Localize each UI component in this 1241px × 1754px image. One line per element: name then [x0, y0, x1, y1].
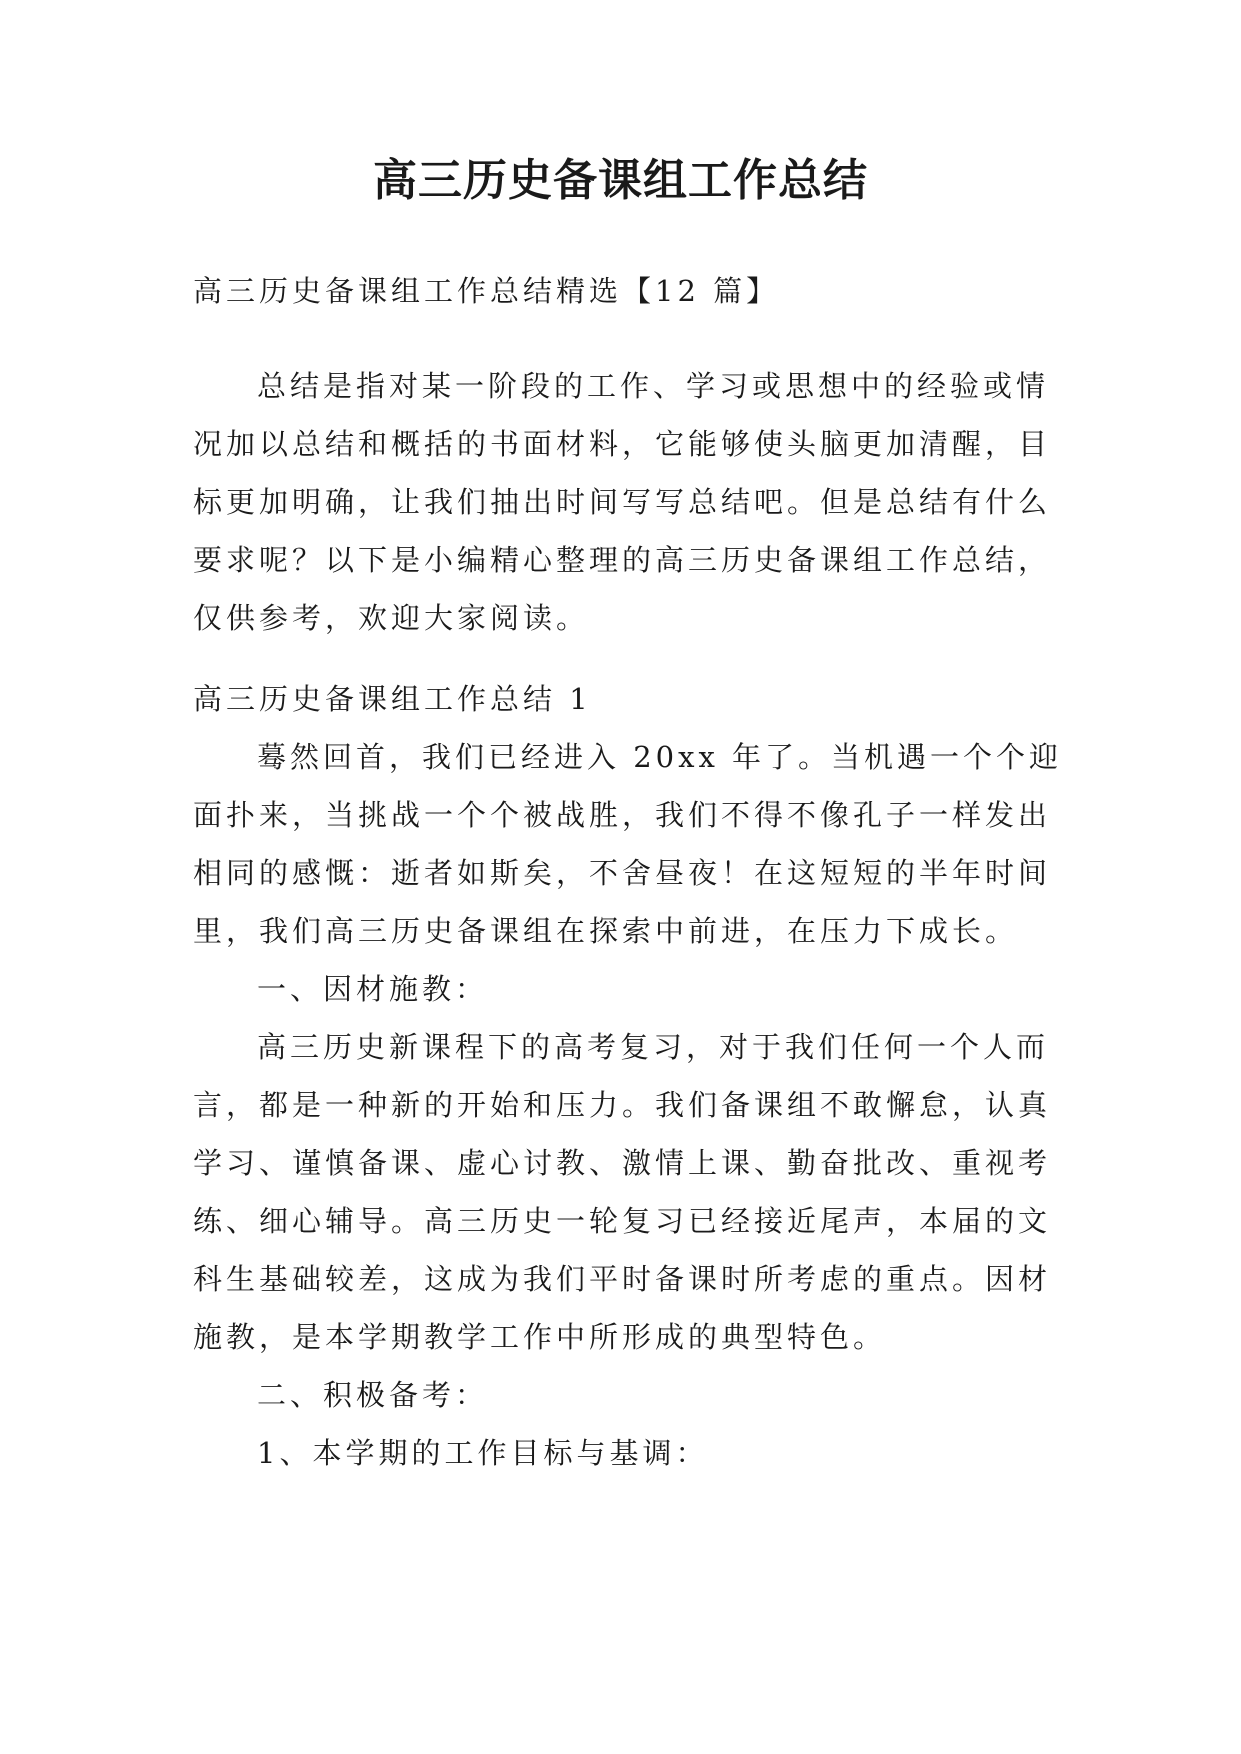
- body-line: 里，我们高三历史备课组在探索中前进，在压力下成长。: [193, 914, 1019, 948]
- intro-line: 总结是指对某一阶段的工作、学习或思想中的经验或情: [257, 369, 1050, 403]
- body-line: 学习、谨慎备课、虚心讨教、激情上课、勤奋批改、重视考: [193, 1146, 1052, 1180]
- intro-line: 标更加明确，让我们抽出时间写写总结吧。但是总结有什么: [193, 485, 1052, 519]
- list-heading-2: 二、积极备考：: [257, 1378, 489, 1412]
- intro-paragraph: [193, 357, 1063, 647]
- intro-line: 仅供参考，欢迎大家阅读。: [193, 601, 590, 635]
- body-line: 言，都是一种新的开始和压力。我们备课组不敢懈怠，认真: [193, 1088, 1052, 1122]
- document-subtitle: [193, 262, 1063, 320]
- list-subheading: 1、本学期的工作目标与基调：: [257, 1436, 709, 1470]
- subtitle-text: 高三历史备课组工作总结精选【12 篇】: [193, 274, 780, 308]
- body-line: 科生基础较差，这成为我们平时备课时所考虑的重点。因材: [193, 1262, 1052, 1296]
- body-line: 施教，是本学期教学工作中所形成的典型特色。: [193, 1320, 887, 1354]
- body-line: 练、细心辅导。高三历史一轮复习已经接近尾声，本届的文: [193, 1204, 1052, 1238]
- body-line: 高三历史新课程下的高考复习，对于我们任何一个人而: [257, 1030, 1050, 1064]
- intro-line: 况加以总结和概括的书面材料，它能够使头脑更加清醒，目: [193, 427, 1052, 461]
- list-heading-1: 一、因材施教：: [257, 972, 489, 1006]
- section-1: [193, 670, 1063, 1482]
- body-line: 蓦然回首，我们已经进入 20xx 年了。当机遇一个个迎: [257, 740, 1063, 774]
- body-line: 面扑来，当挑战一个个被战胜，我们不得不像孔子一样发出: [193, 798, 1052, 832]
- intro-line: 要求呢？以下是小编精心整理的高三历史备课组工作总结，: [193, 543, 1052, 577]
- body-line: 相同的感慨：逝者如斯矣，不舍昼夜！在这短短的半年时间: [193, 856, 1052, 890]
- section-heading: 高三历史备课组工作总结 1: [193, 682, 592, 716]
- document-title: 高三历史备课组工作总结: [373, 155, 868, 206]
